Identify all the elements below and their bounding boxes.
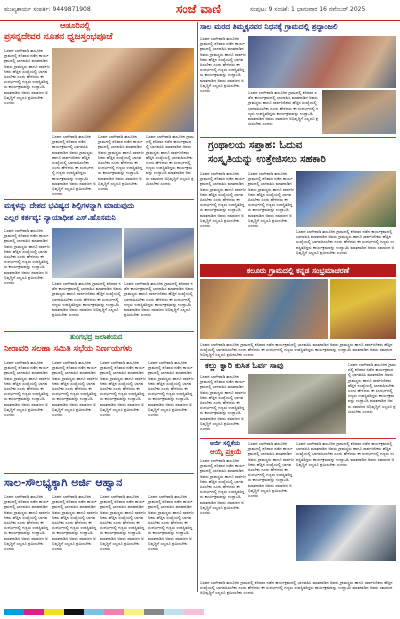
article-6-body: ಬಸವನ ಬಾಗೇವಾಡಿ ತಾಲೂಕಿನ ಗ್ರಾಮದಲ್ಲಿ ಶನಿವಾರ ನಡೆದ ಕಾರ್ಯಕ್ರಮದಲ್ಲಿ ಭಾಗವಹಿಸಿ ಮಾತನಾಡಿದ ಅವರು ಗ್ರಾಮಸ್ಥರು ಹಾಗೂ ಸಾರ್ವಜನಿಕರು ಹೆಚ್ಚಿನ ಸಂಖ್ಯೆಯಲ್ಲಿ ಭಾಗವಹಿಸಬೇಕು ಎಂದು ಹೇಳಿದರು ಈ ಸಂದರ್ಭದಲ್ಲಿ ಗಣ್ಯರು ಉಪಸ್ಥಿತರಿದ್ದರು ಕಾರ್ಯಕ್ರಮವನ್ನು ಉದ್ಘಾಟಿಸಿ ಮಾತನಾಡಿದ ಅವರು ಸಮಾಜದ ಅಭಿವೃದ್ಧಿಗೆ ಎಲ್ಲರೂ ಶ್ರಮಿಸಬೇಕು ಎಂದರು: [200, 171, 246, 229]
article-9-headline: ಆಯ್ಕೆ ಪ್ರಕ್ರಿಯೆ: [210, 448, 242, 456]
article-2-body-3: ಬಸವನ ಬಾಗೇವಾಡಿ ತಾಲೂಕಿನ ಗ್ರಾಮದಲ್ಲಿ ಶನಿವಾರ ನಡೆದ ಕಾರ್ಯಕ್ರಮದಲ್ಲಿ ಭಾಗವಹಿಸಿ ಮಾತನಾಡಿದ ಅವರು ಗ್ರಾಮಸ್ಥರು ಹಾಗೂ ಸಾರ್ವಜನಿಕರು ಹೆಚ್ಚಿನ ಸಂಖ್ಯೆಯಲ್ಲಿ ಭಾಗವಹಿಸಬೇಕು ಎಂದು ಹೇಳಿದರು ಈ ಸಂದರ್ಭದಲ್ಲಿ ಗಣ್ಯರು ಉಪಸ್ಥಿತರಿದ್ದರು ಕಾರ್ಯಕ್ರಮವನ್ನು ಉದ್ಘಾಟಿಸಿ ಮಾತನಾಡಿದ ಅವರು ಸಮಾಜದ ಅಭಿವೃದ್ಧಿಗೆ ಎಲ್ಲರೂ ಶ್ರಮಿಸಬೇಕು ಎಂದರು: [124, 281, 194, 318]
article-5-photo: [248, 36, 396, 88]
article-1-kicker: ಆಡೂರಿನಲ್ಲಿ: [60, 21, 91, 30]
article-8-photo: [248, 374, 346, 434]
article-6-headline-line2: ಸಂಸ್ಕೃತಿಯನ್ನು ಉತ್ತೇಜಿಸಲು ಸಹಕಾರಿ: [208, 154, 326, 165]
rule: [4, 199, 194, 200]
article-3-body-4: ಬಸವನ ಬಾಗೇವಾಡಿ ತಾಲೂಕಿನ ಗ್ರಾಮದಲ್ಲಿ ಶನಿವಾರ ನಡೆದ ಕಾರ್ಯಕ್ರಮದಲ್ಲಿ ಭಾಗವಹಿಸಿ ಮಾತನಾಡಿದ ಅವರು ಗ್ರಾಮಸ್ಥರು ಹಾಗೂ ಸಾರ್ವಜನಿಕರು ಹೆಚ್ಚಿನ ಸಂಖ್ಯೆಯಲ್ಲಿ ಭಾಗವಹಿಸಬೇಕು ಎಂದು ಹೇಳಿದರು ಈ ಸಂದರ್ಭದಲ್ಲಿ ಗಣ್ಯರು ಉಪಸ್ಥಿತರಿದ್ದರು ಕಾರ್ಯಕ್ರಮವನ್ನು ಉದ್ಘಾಟಿಸಿ ಮಾತನಾಡಿದ ಅವರು ಸಮಾಜದ ಅಭಿವೃದ್ಧಿಗೆ ಎಲ್ಲರೂ ಶ್ರಮಿಸಬೇಕು ಎಂದರು: [148, 360, 194, 418]
article-2-body: ಬಸವನ ಬಾಗೇವಾಡಿ ತಾಲೂಕಿನ ಗ್ರಾಮದಲ್ಲಿ ಶನಿವಾರ ನಡೆದ ಕಾರ್ಯಕ್ರಮದಲ್ಲಿ ಭಾಗವಹಿಸಿ ಮಾತನಾಡಿದ ಅವರು ಗ್ರಾಮಸ್ಥರು ಹಾಗೂ ಸಾರ್ವಜನಿಕರು ಹೆಚ್ಚಿನ ಸಂಖ್ಯೆಯಲ್ಲಿ ಭಾಗವಹಿಸಬೇಕು ಎಂದು ಹೇಳಿದರು ಈ ಸಂದರ್ಭದಲ್ಲಿ ಗಣ್ಯರು ಉಪಸ್ಥಿತರಿದ್ದರು ಕಾರ್ಯಕ್ರಮವನ್ನು ಉದ್ಘಾಟಿಸಿ ಮಾತನಾಡಿದ ಅವರು ಸಮಾಜದ ಅಭಿವೃದ್ಧಿಗೆ ಎಲ್ಲರೂ ಶ್ರಮಿಸಬೇಕು ಎಂದರು: [4, 228, 50, 286]
article-3-headline: ನೀರಾವರಿ ಸಲಹಾ ಸಮಿತಿ ಸಭೆಯ ನಿರ್ಣಯಗಳು: [4, 344, 133, 354]
article-1-body: ಬಸವನ ಬಾಗೇವಾಡಿ ತಾಲೂಕಿನ ಗ್ರಾಮದಲ್ಲಿ ಶನಿವಾರ ನಡೆದ ಕಾರ್ಯಕ್ರಮದಲ್ಲಿ ಭಾಗವಹಿಸಿ ಮಾತನಾಡಿದ ಅವರು ಗ್ರಾಮಸ್ಥರು ಹಾಗೂ ಸಾರ್ವಜನಿಕರು ಹೆಚ್ಚಿನ ಸಂಖ್ಯೆಯಲ್ಲಿ ಭಾಗವಹಿಸಬೇಕು ಎಂದು ಹೇಳಿದರು ಈ ಸಂದರ್ಭದಲ್ಲಿ ಗಣ್ಯರು ಉಪಸ್ಥಿತರಿದ್ದರು ಕಾರ್ಯಕ್ರಮವನ್ನು ಉದ್ಘಾಟಿಸಿ ಮಾತನಾಡಿದ ಅವರು ಸಮಾಜದ ಅಭಿವೃದ್ಧಿಗೆ ಎಲ್ಲರೂ ಶ್ರಮಿಸಬೇಕು ಎಂದರು: [4, 48, 50, 106]
article-6-headline-line1: ಗ್ರಂಥಾಲಯ ಸಪ್ತಾಹ: ಓದುವ: [208, 140, 303, 151]
article-5-photo-2: [322, 90, 396, 134]
article-2-headline-line1: ಮಕ್ಕಳನ್ನು ದೇಶದ ಭವಿಷ್ಯದ ಶಿಲ್ಪಿಗಳನ್ನಾಗಿ ಮಾಡುವುದು: [4, 201, 135, 210]
column-rule: [197, 22, 198, 592]
rule: [200, 438, 396, 439]
article-8-body: ಬಸವನ ಬಾಗೇವಾಡಿ ತಾಲೂಕಿನ ಗ್ರಾಮದಲ್ಲಿ ಶನಿವಾರ ನಡೆದ ಕಾರ್ಯಕ್ರಮದಲ್ಲಿ ಭಾಗವಹಿಸಿ ಮಾತನಾಡಿದ ಅವರು ಗ್ರಾಮಸ್ಥರು ಹಾಗೂ ಸಾರ್ವಜನಿಕರು ಹೆಚ್ಚಿನ ಸಂಖ್ಯೆಯಲ್ಲಿ ಭಾಗವಹಿಸಬೇಕು ಎಂದು ಹೇಳಿದರು ಈ ಸಂದರ್ಭದಲ್ಲಿ ಗಣ್ಯರು ಉಪಸ್ಥಿತರಿದ್ದರು ಕಾರ್ಯಕ್ರಮವನ್ನು ಉದ್ಘಾಟಿಸಿ ಮಾತನಾಡಿದ ಅವರು ಸಮಾಜದ ಅಭಿವೃದ್ಧಿಗೆ ಎಲ್ಲರೂ ಶ್ರಮಿಸಬೇಕು ಎಂದರು: [200, 374, 246, 432]
article-9-body: ಬಸವನ ಬಾಗೇವಾಡಿ ತಾಲೂಕಿನ ಗ್ರಾಮದಲ್ಲಿ ಶನಿವಾರ ನಡೆದ ಕಾರ್ಯಕ್ರಮದಲ್ಲಿ ಭಾಗವಹಿಸಿ ಮಾತನಾಡಿದ ಅವರು ಗ್ರಾಮಸ್ಥರು ಹಾಗೂ ಸಾರ್ವಜನಿಕರು ಹೆಚ್ಚಿನ ಸಂಖ್ಯೆಯಲ್ಲಿ ಭಾಗವಹಿಸಬೇಕು ಎಂದು ಹೇಳಿದರು ಈ ಸಂದರ್ಭದಲ್ಲಿ ಗಣ್ಯರು ಉಪಸ್ಥಿತರಿದ್ದರು ಕಾರ್ಯಕ್ರಮವನ್ನು ಉದ್ಘಾಟಿಸಿ ಮಾತನಾಡಿದ ಅವರು ಸಮಾಜದ ಅಭಿವೃದ್ಧಿಗೆ ಎಲ್ಲರೂ ಶ್ರಮಿಸಬೇಕು ಎಂದರು: [200, 458, 246, 516]
article-6-photo: [296, 171, 396, 227]
rule: [200, 137, 396, 138]
article-9-body-3: ಬಸವನ ಬಾಗೇವಾಡಿ ತಾಲೂಕಿನ ಗ್ರಾಮದಲ್ಲಿ ಶನಿವಾರ ನಡೆದ ಕಾರ್ಯಕ್ರಮದಲ್ಲಿ ಭಾಗವಹಿಸಿ ಮಾತನಾಡಿದ ಅವರು ಗ್ರಾಮಸ್ಥರು ಹಾಗೂ ಸಾರ್ವಜನಿಕರು ಹೆಚ್ಚಿನ ಸಂಖ್ಯೆಯಲ್ಲಿ ಭಾಗವಹಿಸಬೇಕು ಎಂದು ಹೇಳಿದರು ಈ ಸಂದರ್ಭದಲ್ಲಿ ಗಣ್ಯರು ಉಪಸ್ಥಿತರಿದ್ದರು ಕಾರ್ಯಕ್ರಮವನ್ನು ಉದ್ಘಾಟಿಸಿ ಮಾತನಾಡಿದ ಅವರು ಸಮಾಜದ ಅಭಿವೃದ್ಧಿಗೆ ಎಲ್ಲರೂ ಶ್ರಮಿಸಬೇಕು ಎಂದರು: [296, 441, 395, 467]
article-2-headline-line2: ಎಲ್ಲರ ಕರ್ತವ್ಯ: ನ್ಯಾಯಾಧೀಶ ಎಸ್.ಹೊಸಮನಿ: [4, 213, 116, 222]
color-registration-strip: [4, 600, 396, 608]
article-6-body-3: ಬಸವನ ಬಾಗೇವಾಡಿ ತಾಲೂಕಿನ ಗ್ರಾಮದಲ್ಲಿ ಶನಿವಾರ ನಡೆದ ಕಾರ್ಯಕ್ರಮದಲ್ಲಿ ಭಾಗವಹಿಸಿ ಮಾತನಾಡಿದ ಅವರು ಗ್ರಾಮಸ್ಥರು ಹಾಗೂ ಸಾರ್ವಜನಿಕರು ಹೆಚ್ಚಿನ ಸಂಖ್ಯೆಯಲ್ಲಿ ಭಾಗವಹಿಸಬೇಕು ಎಂದು ಹೇಳಿದರು ಈ ಸಂದರ್ಭದಲ್ಲಿ ಗಣ್ಯರು ಉಪಸ್ಥಿತರಿದ್ದರು ಕಾರ್ಯಕ್ರಮವನ್ನು ಉದ್ಘಾಟಿಸಿ ಮಾತನಾಡಿದ ಅವರು ಸಮಾಜದ ಅಭಿವೃದ್ಧಿಗೆ ಎಲ್ಲರೂ ಶ್ರಮಿಸಬೇಕು ಎಂದರು: [296, 229, 395, 255]
article-3-kicker: ತುಂಗಭದ್ರ ಜಲಾಶಯದ: [70, 333, 123, 341]
article-1-body-2: ಬಸವನ ಬಾಗೇವಾಡಿ ತಾಲೂಕಿನ ಗ್ರಾಮದಲ್ಲಿ ಶನಿವಾರ ನಡೆದ ಕಾರ್ಯಕ್ರಮದಲ್ಲಿ ಭಾಗವಹಿಸಿ ಮಾತನಾಡಿದ ಅವರು ಗ್ರಾಮಸ್ಥರು ಹಾಗೂ ಸಾರ್ವಜನಿಕರು ಹೆಚ್ಚಿನ ಸಂಖ್ಯೆಯಲ್ಲಿ ಭಾಗವಹಿಸಬೇಕು ಎಂದು ಹೇಳಿದರು ಈ ಸಂದರ್ಭದಲ್ಲಿ ಗಣ್ಯರು ಉಪಸ್ಥಿತರಿದ್ದರು ಕಾರ್ಯಕ್ರಮವನ್ನು ಉದ್ಘಾಟಿಸಿ ಮಾತನಾಡಿದ ಅವರು ಸಮಾಜದ ಅಭಿವೃದ್ಧಿಗೆ ಎಲ್ಲರೂ ಶ್ರಮಿಸಬೇಕು ಎಂದರು: [52, 134, 96, 197]
article-6-body-2: ಬಸವನ ಬಾಗೇವಾಡಿ ತಾಲೂಕಿನ ಗ್ರಾಮದಲ್ಲಿ ಶನಿವಾರ ನಡೆದ ಕಾರ್ಯಕ್ರಮದಲ್ಲಿ ಭಾಗವಹಿಸಿ ಮಾತನಾಡಿದ ಅವರು ಗ್ರಾಮಸ್ಥರು ಹಾಗೂ ಸಾರ್ವಜನಿಕರು ಹೆಚ್ಚಿನ ಸಂಖ್ಯೆಯಲ್ಲಿ ಭಾಗವಹಿಸಬೇಕು ಎಂದು ಹೇಳಿದರು ಈ ಸಂದರ್ಭದಲ್ಲಿ ಗಣ್ಯರು ಉಪಸ್ಥಿತರಿದ್ದರು ಕಾರ್ಯಕ್ರಮವನ್ನು ಉದ್ಘಾಟಿಸಿ ಮಾತನಾಡಿದ ಅವರು ಸಮಾಜದ ಅಭಿವೃದ್ಧಿಗೆ ಎಲ್ಲರೂ ಶ್ರಮಿಸಬೇಕು ಎಂದರು: [248, 171, 294, 229]
article-1-body-3: ಬಸವನ ಬಾಗೇವಾಡಿ ತಾಲೂಕಿನ ಗ್ರಾಮದಲ್ಲಿ ಶನಿವಾರ ನಡೆದ ಕಾರ್ಯಕ್ರಮದಲ್ಲಿ ಭಾಗವಹಿಸಿ ಮಾತನಾಡಿದ ಅವರು ಗ್ರಾಮಸ್ಥರು ಹಾಗೂ ಸಾರ್ವಜನಿಕರು ಹೆಚ್ಚಿನ ಸಂಖ್ಯೆಯಲ್ಲಿ ಭಾಗವಹಿಸಬೇಕು ಎಂದು ಹೇಳಿದರು ಈ ಸಂದರ್ಭದಲ್ಲಿ ಗಣ್ಯರು ಉಪಸ್ಥಿತರಿದ್ದರು ಕಾರ್ಯಕ್ರಮವನ್ನು ಉದ್ಘಾಟಿಸಿ ಮಾತನಾಡಿದ ಅವರು ಸಮಾಜದ ಅಭಿವೃದ್ಧಿಗೆ ಎಲ್ಲರೂ ಶ್ರಮಿಸಬೇಕು ಎಂದರು: [98, 134, 144, 192]
rule: [4, 331, 194, 332]
article-4-headline: ಸಾಲ-ಸೌಲಭ್ಯಕ್ಕಾಗಿ ಅರ್ಜಿ ಆಹ್ವಾನ: [4, 476, 123, 489]
article-9-kicker: ಅರ್ಜಿ ಸಲ್ಲಿಕೆಯ: [210, 440, 241, 447]
article-7-caption: ಬಸವನ ಬಾಗೇವಾಡಿ ತಾಲೂಕಿನ ಗ್ರಾಮದಲ್ಲಿ ಶನಿವಾರ ನಡೆದ ಕಾರ್ಯಕ್ರಮದಲ್ಲಿ ಭಾಗವಹಿಸಿ ಮಾತನಾಡಿದ ಅವರು ಗ್ರಾಮಸ್ಥರು ಹಾಗೂ ಸಾರ್ವಜನಿಕರು ಹೆಚ್ಚಿನ ಸಂಖ್ಯೆಯಲ್ಲಿ ಭಾಗವಹಿಸಬೇಕು ಎಂದು ಹೇಳಿದರು ಈ ಸಂದರ್ಭದಲ್ಲಿ ಗಣ್ಯರು ಉಪಸ್ಥಿತರಿದ್ದರು ಕಾರ್ಯಕ್ರಮವನ್ನು ಉದ್ಘಾಟಿಸಿ ಮಾತನಾಡಿದ ಅವರು ಸಮಾಜದ ಅಭಿವೃದ್ಧಿಗೆ ಎಲ್ಲರೂ ಶ್ರಮಿಸಬೇಕು ಎಂದರು: [200, 342, 393, 358]
article-2-photo-1: [52, 228, 122, 278]
article-3-body-3: ಬಸವನ ಬಾಗೇವಾಡಿ ತಾಲೂಕಿನ ಗ್ರಾಮದಲ್ಲಿ ಶನಿವಾರ ನಡೆದ ಕಾರ್ಯಕ್ರಮದಲ್ಲಿ ಭಾಗವಹಿಸಿ ಮಾತನಾಡಿದ ಅವರು ಗ್ರಾಮಸ್ಥರು ಹಾಗೂ ಸಾರ್ವಜನಿಕರು ಹೆಚ್ಚಿನ ಸಂಖ್ಯೆಯಲ್ಲಿ ಭಾಗವಹಿಸಬೇಕು ಎಂದು ಹೇಳಿದರು ಈ ಸಂದರ್ಭದಲ್ಲಿ ಗಣ್ಯರು ಉಪಸ್ಥಿತರಿದ್ದರು ಕಾರ್ಯಕ್ರಮವನ್ನು ಉದ್ಘಾಟಿಸಿ ಮಾತನಾಡಿದ ಅವರು ಸಮಾಜದ ಅಭಿವೃದ್ಧಿಗೆ ಎಲ್ಲರೂ ಶ್ರಮಿಸಬೇಕು ಎಂದರು: [100, 360, 146, 418]
article-4-body-4: ಬಸವನ ಬಾಗೇವಾಡಿ ತಾಲೂಕಿನ ಗ್ರಾಮದಲ್ಲಿ ಶನಿವಾರ ನಡೆದ ಕಾರ್ಯಕ್ರಮದಲ್ಲಿ ಭಾಗವಹಿಸಿ ಮಾತನಾಡಿದ ಅವರು ಗ್ರಾಮಸ್ಥರು ಹಾಗೂ ಸಾರ್ವಜನಿಕರು ಹೆಚ್ಚಿನ ಸಂಖ್ಯೆಯಲ್ಲಿ ಭಾಗವಹಿಸಬೇಕು ಎಂದು ಹೇಳಿದರು ಈ ಸಂದರ್ಭದಲ್ಲಿ ಗಣ್ಯರು ಉಪಸ್ಥಿತರಿದ್ದರು ಕಾರ್ಯಕ್ರಮವನ್ನು ಉದ್ಘಾಟಿಸಿ ಮಾತನಾಡಿದ ಅವರು ಸಮಾಜದ ಅಭಿವೃದ್ಧಿಗೆ ಎಲ್ಲರೂ ಶ್ರಮಿಸಬೇಕು ಎಂದರು: [148, 494, 194, 552]
article-1-body-4: ಬಸವನ ಬಾಗೇವಾಡಿ ತಾಲೂಕಿನ ಗ್ರಾಮದಲ್ಲಿ ಶನಿವಾರ ನಡೆದ ಕಾರ್ಯಕ್ರಮದಲ್ಲಿ ಭಾಗವಹಿಸಿ ಮಾತನಾಡಿದ ಅವರು ಗ್ರಾಮಸ್ಥರು ಹಾಗೂ ಸಾರ್ವಜನಿಕರು ಹೆಚ್ಚಿನ ಸಂಖ್ಯೆಯಲ್ಲಿ ಭಾಗವಹಿಸಬೇಕು ಎಂದು ಹೇಳಿದರು ಈ ಸಂದರ್ಭದಲ್ಲಿ ಗಣ್ಯರು ಉಪಸ್ಥಿತರಿದ್ದರು ಕಾರ್ಯಕ್ರಮವನ್ನು ಉದ್ಘಾಟಿಸಿ ಮಾತನಾಡಿದ ಅವರು ಸಮಾಜದ ಅಭಿವೃದ್ಧಿಗೆ ಎಲ್ಲರೂ ಶ್ರಮಿಸಬೇಕು ಎಂದರು: [146, 134, 194, 186]
masthead: ಸಂಜೆ ವಾಣಿ: [176, 2, 221, 16]
article-9-photo: [296, 505, 396, 561]
rule: [200, 359, 396, 360]
article-2-photo-2: [124, 228, 194, 278]
article-4-body-2: ಬಸವನ ಬಾಗೇವಾಡಿ ತಾಲೂಕಿನ ಗ್ರಾಮದಲ್ಲಿ ಶನಿವಾರ ನಡೆದ ಕಾರ್ಯಕ್ರಮದಲ್ಲಿ ಭಾಗವಹಿಸಿ ಮಾತನಾಡಿದ ಅವರು ಗ್ರಾಮಸ್ಥರು ಹಾಗೂ ಸಾರ್ವಜನಿಕರು ಹೆಚ್ಚಿನ ಸಂಖ್ಯೆಯಲ್ಲಿ ಭಾಗವಹಿಸಬೇಕು ಎಂದು ಹೇಳಿದರು ಈ ಸಂದರ್ಭದಲ್ಲಿ ಗಣ್ಯರು ಉಪಸ್ಥಿತರಿದ್ದರು ಕಾರ್ಯಕ್ರಮವನ್ನು ಉದ್ಘಾಟಿಸಿ ಮಾತನಾಡಿದ ಅವರು ಸಮಾಜದ ಅಭಿವೃದ್ಧಿಗೆ ಎಲ್ಲರೂ ಶ್ರಮಿಸಬೇಕು ಎಂದರು: [52, 494, 98, 552]
article-5-body-2: ಬಸವನ ಬಾಗೇವಾಡಿ ತಾಲೂಕಿನ ಗ್ರಾಮದಲ್ಲಿ ಶನಿವಾರ ನಡೆದ ಕಾರ್ಯಕ್ರಮದಲ್ಲಿ ಭಾಗವಹಿಸಿ ಮಾತನಾಡಿದ ಅವರು ಗ್ರಾಮಸ್ಥರು ಹಾಗೂ ಸಾರ್ವಜನಿಕರು ಹೆಚ್ಚಿನ ಸಂಖ್ಯೆಯಲ್ಲಿ ಭಾಗವಹಿಸಬೇಕು ಎಂದು ಹೇಳಿದರು ಈ ಸಂದರ್ಭದಲ್ಲಿ ಗಣ್ಯರು ಉಪಸ್ಥಿತರಿದ್ದರು ಕಾರ್ಯಕ್ರಮವನ್ನು ಉದ್ಘಾಟಿಸಿ ಮಾತನಾಡಿದ ಅವರು ಸಮಾಜದ ಅಭಿವೃದ್ಧಿಗೆ ಎಲ್ಲರೂ ಶ್ರಮಿಸಬೇಕು ಎಂದರು: [248, 90, 319, 127]
article-7-headline: ಕಲೂರು ಗ್ರಾಮದಲ್ಲಿ ಕನ್ನಡ ಸಂಭ್ರಮಾಚರಣೆ: [200, 264, 396, 277]
article-1-photo: [52, 48, 194, 132]
article-9-body-2: ಬಸವನ ಬಾಗೇವಾಡಿ ತಾಲೂಕಿನ ಗ್ರಾಮದಲ್ಲಿ ಶನಿವಾರ ನಡೆದ ಕಾರ್ಯಕ್ರಮದಲ್ಲಿ ಭಾಗವಹಿಸಿ ಮಾತನಾಡಿದ ಅವರು ಗ್ರಾಮಸ್ಥರು ಹಾಗೂ ಸಾರ್ವಜನಿಕರು ಹೆಚ್ಚಿನ ಸಂಖ್ಯೆಯಲ್ಲಿ ಭಾಗವಹಿಸಬೇಕು ಎಂದು ಹೇಳಿದರು ಈ ಸಂದರ್ಭದಲ್ಲಿ ಗಣ್ಯರು ಉಪಸ್ಥಿತರಿದ್ದರು ಕಾರ್ಯಕ್ರಮವನ್ನು ಉದ್ಘಾಟಿಸಿ ಮಾತನಾಡಿದ ಅವರು ಸಮಾಜದ ಅಭಿವೃದ್ಧಿಗೆ ಎಲ್ಲರೂ ಶ್ರಮಿಸಬೇಕು ಎಂದರು: [248, 441, 294, 499]
article-9-footer-text: ಬಸವನ ಬಾಗೇವಾಡಿ ತಾಲೂಕಿನ ಗ್ರಾಮದಲ್ಲಿ ಶನಿವಾರ ನಡೆದ ಕಾರ್ಯಕ್ರಮದಲ್ಲಿ ಭಾಗವಹಿಸಿ ಮಾತನಾಡಿದ ಅವರು ಗ್ರಾಮಸ್ಥರು ಹಾಗೂ ಸಾರ್ವಜನಿಕರು ಹೆಚ್ಚಿನ ಸಂಖ್ಯೆಯಲ್ಲಿ ಭಾಗವಹಿಸಬೇಕು ಎಂದು ಹೇಳಿದರು ಈ ಸಂದರ್ಭದಲ್ಲಿ ಗಣ್ಯರು ಉಪಸ್ಥಿತರಿದ್ದರು ಕಾರ್ಯಕ್ರಮವನ್ನು ಉದ್ಘಾಟಿಸಿ ಮಾತನಾಡಿದ ಅವರು ಸಮಾಜದ ಅಭಿವೃದ್ಧಿಗೆ ಎಲ್ಲರೂ ಶ್ರಮಿಸಬೇಕು ಎಂದರು: [200, 580, 393, 596]
article-8-headline: ಕಲ್ಲು ಕ್ವಾರಿ ಕುಸಿತ ಓರ್ವ ಸಾವು: [205, 361, 284, 370]
article-5-headline: ಸಾಲ ಮರದ ತಿಮ್ಮಕ್ಕನವರ ನಿಧನಕ್ಕೆ ಗ್ರಾಮದಲ್ಲಿ ಶ್ರದ್ಧಾಂಜಲಿ: [200, 22, 338, 31]
article-7-photo: [200, 279, 328, 339]
article-7-photo-2: [330, 279, 396, 339]
article-1-headline: ಪ್ರಸನ್ನದೇವರ ನೂತನ ಧ್ವಜಸ್ತಂಭಪೂಜೆ: [4, 32, 113, 42]
article-8-body-2: ಬಸವನ ಬಾಗೇವಾಡಿ ತಾಲೂಕಿನ ಗ್ರಾಮದಲ್ಲಿ ಶನಿವಾರ ನಡೆದ ಕಾರ್ಯಕ್ರಮದಲ್ಲಿ ಭಾಗವಹಿಸಿ ಮಾತನಾಡಿದ ಅವರು ಗ್ರಾಮಸ್ಥರು ಹಾಗೂ ಸಾರ್ವಜನಿಕರು ಹೆಚ್ಚಿನ ಸಂಖ್ಯೆಯಲ್ಲಿ ಭಾಗವಹಿಸಬೇಕು ಎಂದು ಹೇಳಿದರು ಈ ಸಂದರ್ಭದಲ್ಲಿ ಗಣ್ಯರು ಉಪಸ್ಥಿತರಿದ್ದರು ಕಾರ್ಯಕ್ರಮವನ್ನು ಉದ್ಘಾಟಿಸಿ ಮಾತನಾಡಿದ ಅವರು ಸಮಾಜದ ಅಭಿವೃದ್ಧಿಗೆ ಎಲ್ಲರೂ ಶ್ರಮಿಸಬೇಕು ಎಂದರು: [348, 362, 396, 414]
article-2-body-2: ಬಸವನ ಬಾಗೇವಾಡಿ ತಾಲೂಕಿನ ಗ್ರಾಮದಲ್ಲಿ ಶನಿವಾರ ನಡೆದ ಕಾರ್ಯಕ್ರಮದಲ್ಲಿ ಭಾಗವಹಿಸಿ ಮಾತನಾಡಿದ ಅವರು ಗ್ರಾಮಸ್ಥರು ಹಾಗೂ ಸಾರ್ವಜನಿಕರು ಹೆಚ್ಚಿನ ಸಂಖ್ಯೆಯಲ್ಲಿ ಭಾಗವಹಿಸಬೇಕು ಎಂದು ಹೇಳಿದರು ಈ ಸಂದರ್ಭದಲ್ಲಿ ಗಣ್ಯರು ಉಪಸ್ಥಿತರಿದ್ದರು ಕಾರ್ಯಕ್ರಮವನ್ನು ಉದ್ಘಾಟಿಸಿ ಮಾತನಾಡಿದ ಅವರು ಸಮಾಜದ ಅಭಿವೃದ್ಧಿಗೆ ಎಲ್ಲರೂ ಶ್ರಮಿಸಬೇಕು ಎಂದರು: [52, 281, 122, 318]
header-dateline: ಸಂಪುಟ: 9 ಸಂಚಿಕೆ: 1 ಭಾನುವಾರ 16 ನವೆಂಬರ್ 2025: [250, 6, 366, 13]
header-contact: ಮುಖ್ಯಕಾರ್ಯ ಸಂಪರ್ಕ: 9449871908: [4, 6, 91, 13]
article-3-body: ಬಸವನ ಬಾಗೇವಾಡಿ ತಾಲೂಕಿನ ಗ್ರಾಮದಲ್ಲಿ ಶನಿವಾರ ನಡೆದ ಕಾರ್ಯಕ್ರಮದಲ್ಲಿ ಭಾಗವಹಿಸಿ ಮಾತನಾಡಿದ ಅವರು ಗ್ರಾಮಸ್ಥರು ಹಾಗೂ ಸಾರ್ವಜನಿಕರು ಹೆಚ್ಚಿನ ಸಂಖ್ಯೆಯಲ್ಲಿ ಭಾಗವಹಿಸಬೇಕು ಎಂದು ಹೇಳಿದರು ಈ ಸಂದರ್ಭದಲ್ಲಿ ಗಣ್ಯರು ಉಪಸ್ಥಿತರಿದ್ದರು ಕಾರ್ಯಕ್ರಮವನ್ನು ಉದ್ಘಾಟಿಸಿ ಮಾತನಾಡಿದ ಅವರು ಸಮಾಜದ ಅಭಿವೃದ್ಧಿಗೆ ಎಲ್ಲರೂ ಶ್ರಮಿಸಬೇಕು ಎಂದರು: [4, 360, 50, 418]
article-4-body-3: ಬಸವನ ಬಾಗೇವಾಡಿ ತಾಲೂಕಿನ ಗ್ರಾಮದಲ್ಲಿ ಶನಿವಾರ ನಡೆದ ಕಾರ್ಯಕ್ರಮದಲ್ಲಿ ಭಾಗವಹಿಸಿ ಮಾತನಾಡಿದ ಅವರು ಗ್ರಾಮಸ್ಥರು ಹಾಗೂ ಸಾರ್ವಜನಿಕರು ಹೆಚ್ಚಿನ ಸಂಖ್ಯೆಯಲ್ಲಿ ಭಾಗವಹಿಸಬೇಕು ಎಂದು ಹೇಳಿದರು ಈ ಸಂದರ್ಭದಲ್ಲಿ ಗಣ್ಯರು ಉಪಸ್ಥಿತರಿದ್ದರು ಕಾರ್ಯಕ್ರಮವನ್ನು ಉದ್ಘಾಟಿಸಿ ಮಾತನಾಡಿದ ಅವರು ಸಮಾಜದ ಅಭಿವೃದ್ಧಿಗೆ ಎಲ್ಲರೂ ಶ್ರಮಿಸಬೇಕು ಎಂದರು: [100, 494, 146, 552]
article-3-body-2: ಬಸವನ ಬಾಗೇವಾಡಿ ತಾಲೂಕಿನ ಗ್ರಾಮದಲ್ಲಿ ಶನಿವಾರ ನಡೆದ ಕಾರ್ಯಕ್ರಮದಲ್ಲಿ ಭಾಗವಹಿಸಿ ಮಾತನಾಡಿದ ಅವರು ಗ್ರಾಮಸ್ಥರು ಹಾಗೂ ಸಾರ್ವಜನಿಕರು ಹೆಚ್ಚಿನ ಸಂಖ್ಯೆಯಲ್ಲಿ ಭಾಗವಹಿಸಬೇಕು ಎಂದು ಹೇಳಿದರು ಈ ಸಂದರ್ಭದಲ್ಲಿ ಗಣ್ಯರು ಉಪಸ್ಥಿತರಿದ್ದರು ಕಾರ್ಯಕ್ರಮವನ್ನು ಉದ್ಘಾಟಿಸಿ ಮಾತನಾಡಿದ ಅವರು ಸಮಾಜದ ಅಭಿವೃದ್ಧಿಗೆ ಎಲ್ಲರೂ ಶ್ರಮಿಸಬೇಕು ಎಂದರು: [52, 360, 98, 418]
rule: [4, 473, 194, 474]
article-5-body: ಬಸವನ ಬಾಗೇವಾಡಿ ತಾಲೂಕಿನ ಗ್ರಾಮದಲ್ಲಿ ಶನಿವಾರ ನಡೆದ ಕಾರ್ಯಕ್ರಮದಲ್ಲಿ ಭಾಗವಹಿಸಿ ಮಾತನಾಡಿದ ಅವರು ಗ್ರಾಮಸ್ಥರು ಹಾಗೂ ಸಾರ್ವಜನಿಕರು ಹೆಚ್ಚಿನ ಸಂಖ್ಯೆಯಲ್ಲಿ ಭಾಗವಹಿಸಬೇಕು ಎಂದು ಹೇಳಿದರು ಈ ಸಂದರ್ಭದಲ್ಲಿ ಗಣ್ಯರು ಉಪಸ್ಥಿತರಿದ್ದರು ಕಾರ್ಯಕ್ರಮವನ್ನು ಉದ್ಘಾಟಿಸಿ ಮಾತನಾಡಿದ ಅವರು ಸಮಾಜದ ಅಭಿವೃದ್ಧಿಗೆ ಎಲ್ಲರೂ ಶ್ರಮಿಸಬೇಕು ಎಂದರು: [200, 36, 246, 94]
article-4-body: ಬಸವನ ಬಾಗೇವಾಡಿ ತಾಲೂಕಿನ ಗ್ರಾಮದಲ್ಲಿ ಶನಿವಾರ ನಡೆದ ಕಾರ್ಯಕ್ರಮದಲ್ಲಿ ಭಾಗವಹಿಸಿ ಮಾತನಾಡಿದ ಅವರು ಗ್ರಾಮಸ್ಥರು ಹಾಗೂ ಸಾರ್ವಜನಿಕರು ಹೆಚ್ಚಿನ ಸಂಖ್ಯೆಯಲ್ಲಿ ಭಾಗವಹಿಸಬೇಕು ಎಂದು ಹೇಳಿದರು ಈ ಸಂದರ್ಭದಲ್ಲಿ ಗಣ್ಯರು ಉಪಸ್ಥಿತರಿದ್ದರು ಕಾರ್ಯಕ್ರಮವನ್ನು ಉದ್ಘಾಟಿಸಿ ಮಾತನಾಡಿದ ಅವರು ಸಮಾಜದ ಅಭಿವೃದ್ಧಿಗೆ ಎಲ್ಲರೂ ಶ್ರಮಿಸಬೇಕು ಎಂದರು: [4, 494, 50, 552]
